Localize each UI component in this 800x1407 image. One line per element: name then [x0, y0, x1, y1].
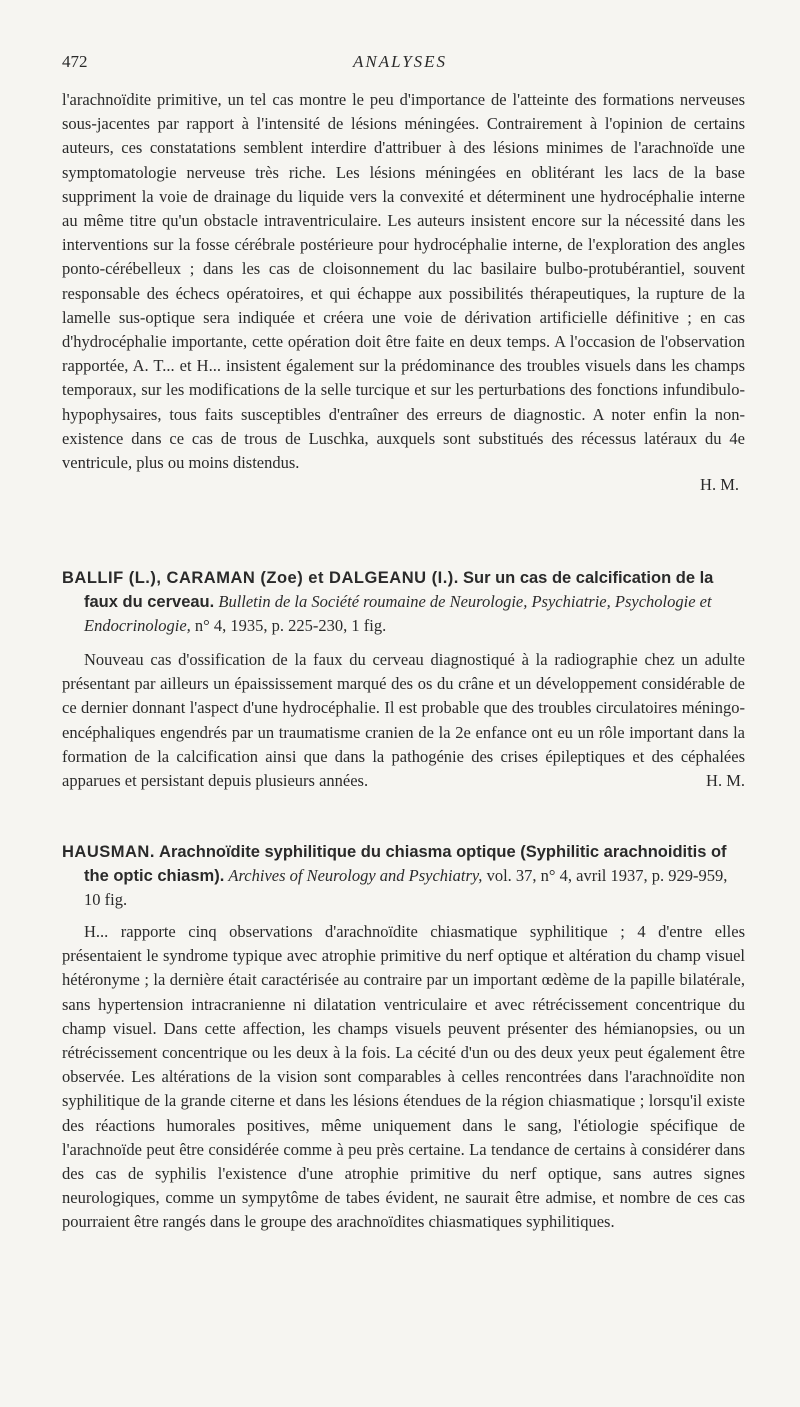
entry-hausman-abstract — [62, 920, 745, 1235]
entry-details: vol. 37, n° 4, avril 1937, p. 929-959, 10 fig. — [84, 866, 728, 909]
entry-text: Nouveau cas d'ossification de la faux du cerveau diagnostiqué à la radiographie chez un adulte présentant par ailleurs un épaississement marqué des os du crâne et un développement considérable de ce dernier donnant l'aspect d'une hydrocéphalie. Il est probable que des troubles circulatoires méningo-encéphaliques engendrés par un traumatisme cranien de la 2e enfance ont eu un rôle important dans la formation de la calcification ainsi que dans la pathogénie des crises épileptiques et des céphalées apparues et persistant depuis plusieurs années. — [62, 650, 745, 791]
entry-hausman — [62, 840, 745, 912]
continued-paragraph: l'arachnoïdite primitive, un tel cas montre le peu d'importance de l'atteinte des formations nerveuses sous-jacentes par rapport à l'intensité de lésions méningées. Contrairement à l'opinion de certains auteurs, ces constatations semblent interdire d'attribuer à des lésions minimes de l'arachnoïde une symptomatologie nerveuse très riche. Les lésions méningées en oblitérant les lacs de la base suppriment la voie de drainage du liquide vers la convexité et déterminent une hydrocéphalie interne au même titre qu'un obstacle intraventriculaire. Les auteurs insistent encore sur la nécessité dans les interventions sur la fosse cérébrale postérieure pour hydrocéphalie interne, de l'exploration des angles ponto-cérébelleux ; dans les cas de cloisonnement du lac basilaire bulbo-protubérantiel, souvent responsable des échecs opératoires, et qui échappe aux possibilités thérapeutiques, la rupture de la lamelle sus-optique sera indiquée et créera une voie de dérivation artificielle définitive ; en cas d'hydrocéphalie importante, cette opération doit être faite en deux temps. A l'occasion de l'observation rapportée, A. T... et H... insistent également sur la prédominance des troubles visuels dans les champs temporaux, sur les modifications de la selle turcique et sur les perturbations des fonctions infundibulo-hypophysaires, tous faits susceptibles d'entraîner des erreurs de diagnostic. A noter enfin la non-existence dans ce cas de trous de Luschka, auxquels sont substitués des récessus latéraux du 4e ventricule, plus ou moins distendus. — [62, 90, 745, 473]
entry-ballif — [62, 566, 745, 638]
continued-signature: H. M. — [700, 475, 739, 495]
entry-signature: H. M. — [706, 771, 745, 791]
entry-journal: Bulletin de la Société roumaine de Neurologie, Psychiatrie, Psychologie et Endocrinologie, — [84, 592, 712, 635]
entry-journal: Archives of Neurology and Psychiatry, — [228, 866, 483, 885]
entry-paragraph: H... rapporte cinq observations d'arachnoïdite chiasmatique syphilitique ; 4 d'entre elles présentaient le syndrome typique avec atrophie primitive du nerf optique et altération du champ visuel hétéronyme ; la dernière était caractérisée au contraire par un important œdème de la papille bilatérale, sans hypertension intracranienne ni dilatation ventriculaire et avec rétrécissement concentrique du champ visuel. Dans cette affection, les champs visuels peuvent présenter des hémianopsies, ou un rétrécissement concentrique ou les deux à la fois. La cécité d'un ou des deux yeux peut également être observée. Les altérations de la vision sont comparables à celles rencontrées dans l'arachnoïdite non syphilitique de la grande citerne et dans les lésions étendues de la région chiasmatique ; lorsqu'il existe des réactions humorales positives, même uniquement dans le sang, l'étiologie spécifique de l'arachnoïde peut être considérée comme à peu près certaine. La tendance de certains à considérer dans des cas de syphilis l'existence d'une atrophie primitive du nerf optique, sans autres signes neurologiques, comme un sympytôme de tabes évident, ne saurait être admise, et nombre de ces cas pourraient être rangés dans le groupe des arachnoïdites chiasmatiques syphilitiques. — [62, 922, 745, 1232]
page-header — [62, 52, 738, 76]
running-title: ANALYSES — [352, 52, 448, 71]
entry-authors: HAUSMAN. — [62, 843, 155, 861]
entry-authors: BALLIF (L.), CARAMAN (Zoe) et DALGEANU (I.). — [62, 569, 459, 587]
entry-heading — [62, 566, 745, 638]
entry-paragraph — [62, 648, 745, 793]
entry-details: n° 4, 1935, p. 225-230, 1 fig. — [194, 616, 387, 635]
page-number: 472 — [62, 52, 88, 71]
entry-heading — [62, 840, 745, 912]
continued-abstract — [62, 88, 745, 495]
entry-ballif-abstract — [62, 648, 745, 793]
entry-title: Sur un cas de calcification de la faux du cerveau. — [84, 569, 714, 611]
entry-title: Arachnoïdite syphilitique du chiasma optique (Syphilitic arachnoiditis of the optic chiasm). — [84, 843, 727, 885]
